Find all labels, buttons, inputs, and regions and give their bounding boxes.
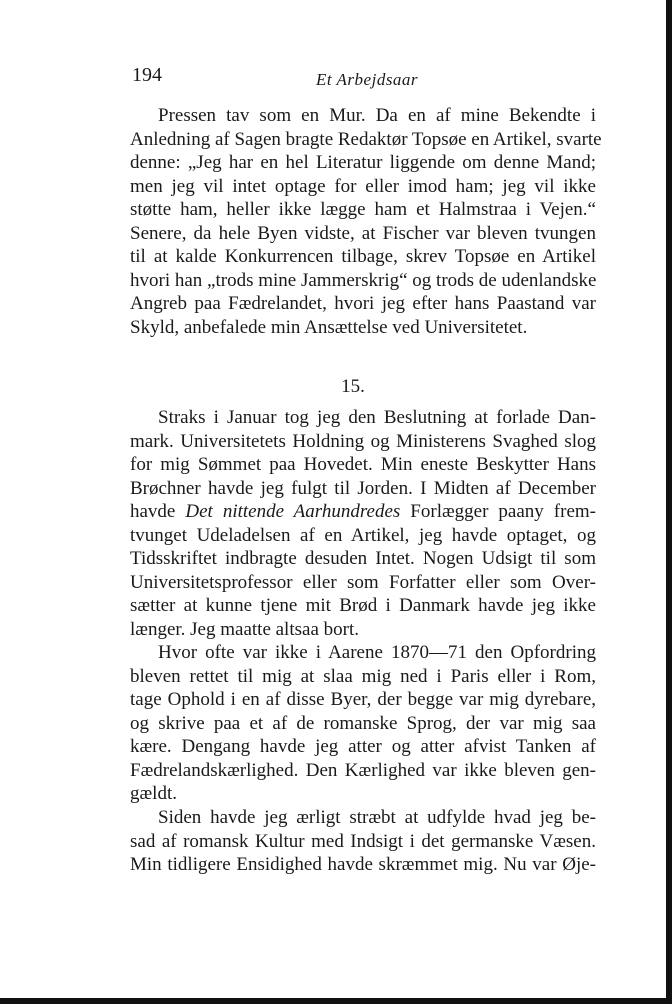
paragraph-1 bbox=[130, 104, 602, 339]
text-line: Hvor ofte var ikke i Aarene 1870—71 den Opfordring bbox=[158, 642, 596, 663]
text-fragment: havde bbox=[130, 501, 186, 522]
section-number-label: 15. bbox=[341, 376, 365, 397]
text-line: Pressen tav som en Mur. Da en af mine Bekendte i bbox=[158, 105, 596, 126]
text-line: tage Ophold i en af disse Byer, der begge var mig dyrebare, bbox=[130, 689, 596, 710]
text-line: til at kalde Konkurrencen tilbage, skrev Topsøe en Artikel bbox=[130, 246, 596, 267]
text-line: denne: „Jeg har en hel Literatur liggende om denne Mand; bbox=[130, 152, 596, 173]
section-number bbox=[0, 376, 672, 398]
text-line: Anledning af Sagen bragte Redaktør Topsøe en Artikel, svarte bbox=[130, 128, 602, 150]
page-number: 194 bbox=[132, 64, 162, 86]
text-line: Senere, da hele Byen vidste, at Fischer var bleven tvungen bbox=[130, 222, 596, 244]
text-line: tvunget Udeladelsen af en Artikel, jeg havde optaget, og bbox=[130, 524, 596, 546]
text-line: mark. Universitetets Holdning og Ministerens Svaghed slog bbox=[130, 430, 596, 452]
text-line: Min tidligere Ensidighed havde skræmmet mig. Nu var Øje- bbox=[130, 854, 596, 875]
text-line: og skrive paa et af de romanske Sprog, der var mig saa bbox=[130, 712, 596, 734]
running-title: Et Arbejdsaar bbox=[316, 70, 419, 89]
text-line-with-italic bbox=[130, 500, 596, 524]
paragraph-3 bbox=[130, 641, 596, 806]
text-line: Angreb paa Fædrelandet, hvori jeg efter hans Paastand var bbox=[130, 293, 596, 314]
text-line: længer. Jeg maatte altsaa bort. bbox=[130, 618, 359, 640]
text-line: kære. Dengang havde jeg atter og atter afvist Tanken af bbox=[130, 736, 596, 757]
text-line: hvori han „trods mine Jammerskrig“ og trods de udenlandske bbox=[130, 269, 597, 291]
page-edge-shadow bbox=[666, 0, 672, 1004]
text-line: men jeg vil intet optage for eller imod ham; jeg vil ikke bbox=[130, 175, 596, 197]
text-line: Straks i Januar tog jeg den Beslutning at forlade Dan- bbox=[158, 407, 596, 428]
bottom-edge-shadow bbox=[0, 998, 672, 1004]
text-line: sætter at kunne tjene mit Brød i Danmark havde jeg ikke bbox=[130, 595, 596, 616]
text-line: sad af romansk Kultur med Indsigt i det germanske Væsen. bbox=[130, 830, 596, 852]
text-fragment: Forlægger paany frem- bbox=[400, 501, 596, 522]
text-line: Brøchner havde jeg fulgt til Jorden. I Midten af December bbox=[130, 477, 596, 499]
book-title-italic: Det nittende Aarhundredes bbox=[185, 501, 401, 522]
text-line: Universitetsprofessor eller som Forfatter eller som Over- bbox=[130, 571, 596, 593]
text-line: Skyld, anbefalede min Ansættelse ved Universitetet. bbox=[130, 316, 528, 338]
text-line: støtte ham, heller ikke lægge ham et Halmstraa i Vejen.“ bbox=[130, 199, 596, 220]
paragraph-2 bbox=[130, 406, 596, 641]
paragraph-4 bbox=[130, 806, 596, 877]
text-line: Siden havde jeg ærligt stræbt at udfylde hvad jeg be- bbox=[158, 807, 596, 828]
text-line: Tidsskriftet indbragte desuden Intet. Nogen Udsigt til som bbox=[130, 548, 596, 569]
text-line: for mig Sømmet paa Hovedet. Min eneste Beskytter Hans bbox=[130, 454, 596, 475]
text-line: bleven rettet til mig at slaa mig ned i Paris eller i Rom, bbox=[130, 665, 596, 687]
text-line: gældt. bbox=[130, 783, 177, 804]
text-line: Fædrelandskærlighed. Den Kærlighed var ikke bleven gen- bbox=[130, 759, 596, 781]
